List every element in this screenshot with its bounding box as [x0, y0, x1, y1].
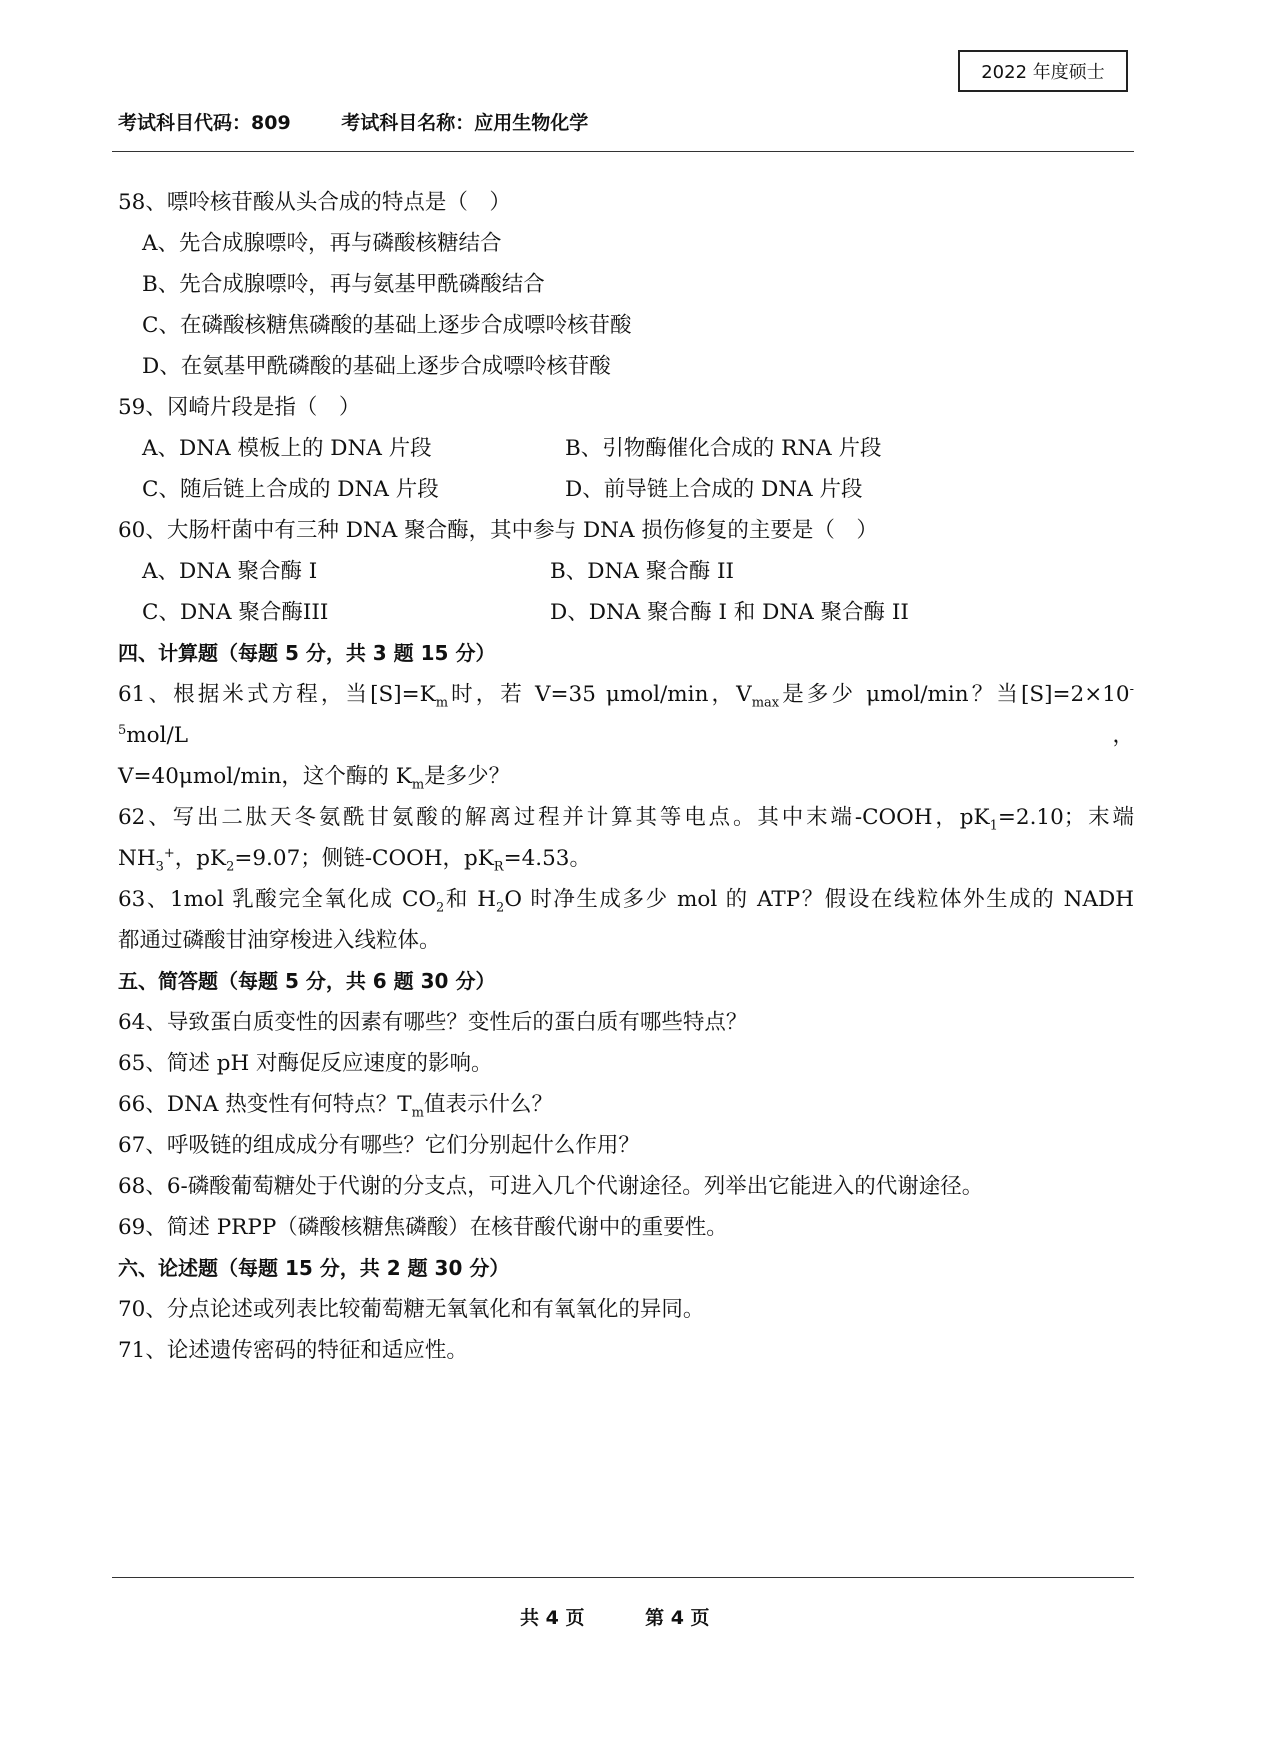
q59-option-b: B、引物酶催化合成的 RNA 片段 [565, 436, 882, 461]
q62-text: NH [118, 846, 156, 871]
question-59: 59、冈崎片段是指（ ） [118, 395, 361, 420]
q61-text: 61、根据米式方程，当[S]=K [118, 682, 436, 707]
subject-name: 考试科目名称：应用生物化学 [341, 112, 589, 134]
question-63-line-2: 都通过磷酸甘油穿梭进入线粒体。 [118, 928, 441, 953]
q63-text: 和 H [444, 887, 497, 912]
q63-sub: 2 [436, 900, 445, 916]
q59-option-c: C、随后链上合成的 DNA 片段 [142, 477, 439, 502]
q62-text: =2.10；末端 [997, 805, 1135, 830]
header-divider [112, 151, 1134, 152]
section-6-heading: 六、论述题（每题 15 分，共 2 题 30 分） [118, 1256, 510, 1280]
q58-option-a: A、先合成腺嘌呤，再与磷酸核糖结合 [142, 231, 502, 256]
q61-text: V=40μmol/min，这个酶的 K [118, 764, 412, 789]
question-66 [118, 1084, 1134, 1125]
q61-text: 是多少 μmol/min？当[S]=2×10 [779, 682, 1130, 707]
section-4-heading: 四、计算题（每题 5 分，共 3 题 15 分） [118, 641, 496, 665]
q62-sub: 3 [155, 859, 164, 875]
q58-option-d: D、在氨基甲酰磷酸的基础上逐步合成嘌呤核苷酸 [142, 354, 611, 379]
question-body [118, 182, 1134, 1371]
q62-text: =4.53。 [503, 846, 591, 871]
q60-options-row-1 [118, 551, 1134, 592]
q62-sup: + [163, 845, 175, 861]
q62-text: 62、写出二肽天冬氨酰甘氨酸的解离过程并计算其等电点。其中末端-COOH，pK [118, 805, 990, 830]
year-badge: 2022 年度硕士 [958, 50, 1128, 92]
q66-sub: m [411, 1105, 424, 1121]
subject-code: 考试科目代码：809 [118, 112, 291, 134]
footer-divider [112, 1577, 1134, 1578]
q59-options-row-1 [118, 428, 1134, 469]
question-62-line-2 [118, 838, 1134, 879]
q61-sup: -5 [118, 681, 1134, 738]
question-65: 65、简述 pH 对酶促反应速度的影响。 [118, 1051, 493, 1076]
q59-options-row-2 [118, 469, 1134, 510]
q62-sub: 2 [226, 859, 235, 875]
question-70: 70、分点论述或列表比较葡萄糖无氧氧化和有氧氧化的异同。 [118, 1297, 705, 1322]
q61-text: 时，若 V=35 μmol/min，V [448, 682, 752, 707]
q66-text: 值表示什么？ [423, 1092, 553, 1117]
q60-option-b: B、DNA 聚合酶 II [550, 559, 735, 584]
current-page: 第 4 页 [645, 1607, 710, 1629]
exam-subject-header [118, 108, 632, 135]
q61-text: mol/L， [126, 723, 1134, 748]
q59-option-d: D、前导链上合成的 DNA 片段 [565, 477, 863, 502]
q60-option-d: D、DNA 聚合酶 I 和 DNA 聚合酶 II [550, 600, 909, 625]
question-61-line-1 [118, 674, 1134, 756]
q59-option-a: A、DNA 模板上的 DNA 片段 [142, 436, 432, 461]
q61-sub: m [411, 777, 425, 793]
q60-option-c: C、DNA 聚合酶III [142, 600, 329, 625]
question-64: 64、导致蛋白质变性的因素有哪些？变性后的蛋白质有哪些特点？ [118, 1010, 748, 1035]
q62-text: =9.07；侧链-COOH，pK [234, 846, 494, 871]
q62-sub: R [493, 859, 504, 875]
question-67: 67、呼吸链的组成成分有哪些？它们分别起什么作用？ [118, 1133, 640, 1158]
q58-option-c: C、在磷酸核糖焦磷酸的基础上逐步合成嘌呤核苷酸 [142, 313, 632, 338]
question-71: 71、论述遗传密码的特征和适应性。 [118, 1338, 468, 1363]
total-pages: 共 4 页 [520, 1607, 585, 1629]
section-5-heading: 五、简答题（每题 5 分，共 6 题 30 分） [118, 969, 496, 993]
q63-sub: 2 [496, 900, 505, 916]
q60-option-a: A、DNA 聚合酶 I [142, 559, 318, 584]
page-footer [520, 1603, 764, 1630]
q62-sub: 1 [989, 818, 998, 834]
q66-text: 66、DNA 热变性有何特点？T [118, 1092, 412, 1117]
question-61-line-2 [118, 756, 1134, 797]
question-68: 68、6-磷酸葡萄糖处于代谢的分支点，可进入几个代谢途径。列举出它能进入的代谢途径。 [118, 1174, 984, 1199]
q58-option-b: B、先合成腺嘌呤，再与氨基甲酰磷酸结合 [142, 272, 545, 297]
q61-text: 是多少？ [424, 764, 511, 789]
q63-text: O 时净生成多少 mol 的 ATP？假设在线粒体外生成的 NADH [504, 887, 1134, 912]
question-63-line-1 [118, 879, 1134, 920]
q61-sub: m [435, 695, 449, 711]
question-62-line-1 [118, 797, 1134, 838]
q62-text: ，pK [174, 846, 227, 871]
question-69: 69、简述 PRPP（磷酸核糖焦磷酸）在核苷酸代谢中的重要性。 [118, 1215, 728, 1240]
question-60: 60、大肠杆菌中有三种 DNA 聚合酶，其中参与 DNA 损伤修复的主要是（ ） [118, 518, 878, 543]
q61-sub: max [751, 695, 780, 711]
question-58: 58、嘌呤核苷酸从头合成的特点是（ ） [118, 190, 511, 215]
q60-options-row-2 [118, 592, 1134, 633]
q63-text: 63、1mol 乳酸完全氧化成 CO [118, 887, 437, 912]
